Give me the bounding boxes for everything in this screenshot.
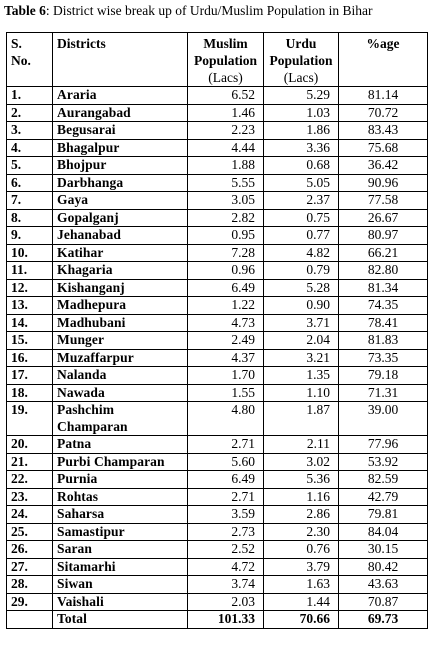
table-row bbox=[7, 87, 428, 105]
row-percentage: 77.96 bbox=[339, 436, 428, 454]
row-district: Darbhanga bbox=[53, 174, 188, 192]
row-urdu-population: 5.05 bbox=[264, 174, 339, 192]
table-row bbox=[7, 157, 428, 175]
row-percentage: 80.97 bbox=[339, 227, 428, 245]
row-percentage: 75.68 bbox=[339, 139, 428, 157]
row-urdu-population: 3.21 bbox=[264, 349, 339, 367]
row-urdu-population: 0.79 bbox=[264, 262, 339, 280]
row-district: Samastipur bbox=[53, 523, 188, 541]
row-percentage: 90.96 bbox=[339, 174, 428, 192]
table-row bbox=[7, 558, 428, 576]
table-row bbox=[7, 402, 428, 436]
row-percentage: 82.59 bbox=[339, 471, 428, 489]
population-table bbox=[6, 32, 428, 629]
table-row bbox=[7, 279, 428, 297]
row-sno: 19. bbox=[7, 402, 53, 436]
row-sno: 12. bbox=[7, 279, 53, 297]
row-sno: 10. bbox=[7, 244, 53, 262]
table-row bbox=[7, 244, 428, 262]
row-percentage: 71.31 bbox=[339, 384, 428, 402]
row-muslim-population: 4.73 bbox=[188, 314, 264, 332]
table-row bbox=[7, 332, 428, 350]
row-urdu-population: 4.82 bbox=[264, 244, 339, 262]
row-sno: 16. bbox=[7, 349, 53, 367]
row-district: Araria bbox=[53, 87, 188, 105]
header-districts: Districts bbox=[53, 33, 188, 87]
row-urdu-population: 1.10 bbox=[264, 384, 339, 402]
row-muslim-population: 1.88 bbox=[188, 157, 264, 175]
table-row bbox=[7, 593, 428, 611]
table-row bbox=[7, 541, 428, 559]
row-muslim-population: 0.95 bbox=[188, 227, 264, 245]
row-urdu-population: 0.68 bbox=[264, 157, 339, 175]
row-sno: 2. bbox=[7, 104, 53, 122]
row-muslim-population: 4.37 bbox=[188, 349, 264, 367]
table-row bbox=[7, 384, 428, 402]
table-row bbox=[7, 122, 428, 140]
table-row bbox=[7, 367, 428, 385]
row-muslim-population: 4.72 bbox=[188, 558, 264, 576]
table-caption-label: Table 6 bbox=[4, 3, 46, 18]
table-row bbox=[7, 453, 428, 471]
table-row bbox=[7, 192, 428, 210]
table-row bbox=[7, 488, 428, 506]
row-urdu-population: 1.87 bbox=[264, 402, 339, 436]
row-district: Gaya bbox=[53, 192, 188, 210]
row-urdu-population: 2.11 bbox=[264, 436, 339, 454]
row-percentage: 74.35 bbox=[339, 297, 428, 315]
header-urdu-unit: (Lacs) bbox=[283, 70, 319, 85]
row-muslim-population: 2.73 bbox=[188, 523, 264, 541]
total-percentage: 69.73 bbox=[339, 611, 428, 629]
table-row bbox=[7, 209, 428, 227]
row-sno: 29. bbox=[7, 593, 53, 611]
row-muslim-population: 3.59 bbox=[188, 506, 264, 524]
header-urdu-line2: Population bbox=[269, 53, 333, 68]
row-urdu-population: 5.36 bbox=[264, 471, 339, 489]
row-district: Purbi Champaran bbox=[53, 453, 188, 471]
row-percentage: 36.42 bbox=[339, 157, 428, 175]
header-sno-line1: S. bbox=[11, 36, 22, 51]
row-urdu-population: 5.29 bbox=[264, 87, 339, 105]
table-row bbox=[7, 314, 428, 332]
row-sno: 15. bbox=[7, 332, 53, 350]
table-body bbox=[7, 87, 428, 611]
table-row bbox=[7, 227, 428, 245]
table-row bbox=[7, 349, 428, 367]
table-row bbox=[7, 104, 428, 122]
row-percentage: 43.63 bbox=[339, 576, 428, 594]
row-percentage: 80.42 bbox=[339, 558, 428, 576]
row-district: Vaishali bbox=[53, 593, 188, 611]
header-muslim-unit: (Lacs) bbox=[208, 70, 243, 85]
row-district: Gopalganj bbox=[53, 209, 188, 227]
row-sno: 25. bbox=[7, 523, 53, 541]
row-muslim-population: 1.55 bbox=[188, 384, 264, 402]
row-sno: 21. bbox=[7, 453, 53, 471]
total-label: Total bbox=[53, 611, 188, 629]
row-percentage: 66.21 bbox=[339, 244, 428, 262]
row-percentage: 42.79 bbox=[339, 488, 428, 506]
row-urdu-population: 0.77 bbox=[264, 227, 339, 245]
total-row bbox=[7, 611, 428, 629]
table-row bbox=[7, 436, 428, 454]
row-sno: 11. bbox=[7, 262, 53, 280]
row-muslim-population: 3.74 bbox=[188, 576, 264, 594]
table-row bbox=[7, 174, 428, 192]
row-percentage: 84.04 bbox=[339, 523, 428, 541]
row-muslim-population: 6.52 bbox=[188, 87, 264, 105]
row-sno: 24. bbox=[7, 506, 53, 524]
row-sno: 17. bbox=[7, 367, 53, 385]
row-sno: 5. bbox=[7, 157, 53, 175]
row-percentage: 70.87 bbox=[339, 593, 428, 611]
row-urdu-population: 0.76 bbox=[264, 541, 339, 559]
table-row bbox=[7, 297, 428, 315]
table-caption-text: : District wise break up of Urdu/Muslim Population in Bihar bbox=[45, 3, 373, 18]
table-row bbox=[7, 576, 428, 594]
row-sno: 26. bbox=[7, 541, 53, 559]
table-row bbox=[7, 506, 428, 524]
row-percentage: 83.43 bbox=[339, 122, 428, 140]
row-sno: 7. bbox=[7, 192, 53, 210]
row-percentage: 77.58 bbox=[339, 192, 428, 210]
row-district: Nalanda bbox=[53, 367, 188, 385]
header-urdu-line1: Urdu bbox=[285, 36, 317, 51]
row-district: Saharsa bbox=[53, 506, 188, 524]
header-percentage: %age bbox=[339, 33, 428, 87]
row-district: Pashchim Champaran bbox=[53, 402, 188, 436]
row-muslim-population: 6.49 bbox=[188, 279, 264, 297]
row-percentage: 39.00 bbox=[339, 402, 428, 436]
row-district: Bhagalpur bbox=[53, 139, 188, 157]
row-district: Madhubani bbox=[53, 314, 188, 332]
row-percentage: 81.14 bbox=[339, 87, 428, 105]
row-urdu-population: 0.90 bbox=[264, 297, 339, 315]
row-district: Bhojpur bbox=[53, 157, 188, 175]
row-urdu-population: 1.16 bbox=[264, 488, 339, 506]
row-percentage: 79.81 bbox=[339, 506, 428, 524]
row-muslim-population: 5.55 bbox=[188, 174, 264, 192]
table-row bbox=[7, 471, 428, 489]
table-row bbox=[7, 139, 428, 157]
row-percentage: 53.92 bbox=[339, 453, 428, 471]
row-muslim-population: 1.46 bbox=[188, 104, 264, 122]
row-muslim-population: 2.23 bbox=[188, 122, 264, 140]
row-sno: 14. bbox=[7, 314, 53, 332]
row-muslim-population: 0.96 bbox=[188, 262, 264, 280]
row-percentage: 26.67 bbox=[339, 209, 428, 227]
row-urdu-population: 3.79 bbox=[264, 558, 339, 576]
row-urdu-population: 2.30 bbox=[264, 523, 339, 541]
row-district: Madhepura bbox=[53, 297, 188, 315]
row-sno: 1. bbox=[7, 87, 53, 105]
row-percentage: 81.83 bbox=[339, 332, 428, 350]
row-district: Patna bbox=[53, 436, 188, 454]
row-district: Nawada bbox=[53, 384, 188, 402]
row-muslim-population: 7.28 bbox=[188, 244, 264, 262]
row-muslim-population: 1.70 bbox=[188, 367, 264, 385]
row-muslim-population: 2.52 bbox=[188, 541, 264, 559]
table-row bbox=[7, 523, 428, 541]
row-muslim-population: 6.49 bbox=[188, 471, 264, 489]
row-sno: 22. bbox=[7, 471, 53, 489]
row-urdu-population: 1.03 bbox=[264, 104, 339, 122]
row-sno: 20. bbox=[7, 436, 53, 454]
row-urdu-population: 5.28 bbox=[264, 279, 339, 297]
row-district: Katihar bbox=[53, 244, 188, 262]
row-urdu-population: 0.75 bbox=[264, 209, 339, 227]
table-header-row bbox=[7, 33, 428, 87]
row-sno: 28. bbox=[7, 576, 53, 594]
row-muslim-population: 4.80 bbox=[188, 402, 264, 436]
total-muslim: 101.33 bbox=[188, 611, 264, 629]
header-sno bbox=[7, 33, 53, 87]
row-muslim-population: 4.44 bbox=[188, 139, 264, 157]
row-percentage: 81.34 bbox=[339, 279, 428, 297]
row-muslim-population: 3.05 bbox=[188, 192, 264, 210]
row-district: Muzaffarpur bbox=[53, 349, 188, 367]
row-muslim-population: 2.71 bbox=[188, 436, 264, 454]
row-muslim-population: 2.03 bbox=[188, 593, 264, 611]
row-percentage: 70.72 bbox=[339, 104, 428, 122]
table-row bbox=[7, 262, 428, 280]
header-muslim-line1: Muslim bbox=[203, 36, 248, 51]
row-district: Saran bbox=[53, 541, 188, 559]
row-muslim-population: 2.82 bbox=[188, 209, 264, 227]
row-urdu-population: 3.36 bbox=[264, 139, 339, 157]
row-percentage: 78.41 bbox=[339, 314, 428, 332]
row-muslim-population: 1.22 bbox=[188, 297, 264, 315]
total-urdu: 70.66 bbox=[264, 611, 339, 629]
row-urdu-population: 3.02 bbox=[264, 453, 339, 471]
row-district: Purnia bbox=[53, 471, 188, 489]
row-district: Siwan bbox=[53, 576, 188, 594]
row-urdu-population: 1.35 bbox=[264, 367, 339, 385]
row-sno: 4. bbox=[7, 139, 53, 157]
row-sno: 9. bbox=[7, 227, 53, 245]
row-muslim-population: 5.60 bbox=[188, 453, 264, 471]
row-district: Sitamarhi bbox=[53, 558, 188, 576]
row-sno: 23. bbox=[7, 488, 53, 506]
row-percentage: 79.18 bbox=[339, 367, 428, 385]
header-muslim-line2: Population bbox=[193, 53, 258, 68]
row-district: Khagaria bbox=[53, 262, 188, 280]
row-sno: 13. bbox=[7, 297, 53, 315]
row-district: Jehanabad bbox=[53, 227, 188, 245]
row-percentage: 82.80 bbox=[339, 262, 428, 280]
row-urdu-population: 1.44 bbox=[264, 593, 339, 611]
row-sno: 3. bbox=[7, 122, 53, 140]
row-district: Kishanganj bbox=[53, 279, 188, 297]
row-urdu-population: 1.63 bbox=[264, 576, 339, 594]
row-district: Aurangabad bbox=[53, 104, 188, 122]
header-muslim bbox=[188, 33, 264, 87]
row-urdu-population: 2.86 bbox=[264, 506, 339, 524]
row-percentage: 73.35 bbox=[339, 349, 428, 367]
total-sno-cell bbox=[7, 611, 53, 629]
row-sno: 18. bbox=[7, 384, 53, 402]
row-district: Begusarai bbox=[53, 122, 188, 140]
row-muslim-population: 2.71 bbox=[188, 488, 264, 506]
row-sno: 6. bbox=[7, 174, 53, 192]
row-urdu-population: 1.86 bbox=[264, 122, 339, 140]
row-urdu-population: 2.37 bbox=[264, 192, 339, 210]
header-sno-line2: No. bbox=[11, 53, 31, 68]
row-district: Munger bbox=[53, 332, 188, 350]
row-sno: 27. bbox=[7, 558, 53, 576]
row-district: Rohtas bbox=[53, 488, 188, 506]
row-urdu-population: 2.04 bbox=[264, 332, 339, 350]
row-percentage: 30.15 bbox=[339, 541, 428, 559]
row-urdu-population: 3.71 bbox=[264, 314, 339, 332]
row-muslim-population: 2.49 bbox=[188, 332, 264, 350]
table-caption bbox=[4, 3, 373, 19]
header-urdu bbox=[264, 33, 339, 87]
row-sno: 8. bbox=[7, 209, 53, 227]
